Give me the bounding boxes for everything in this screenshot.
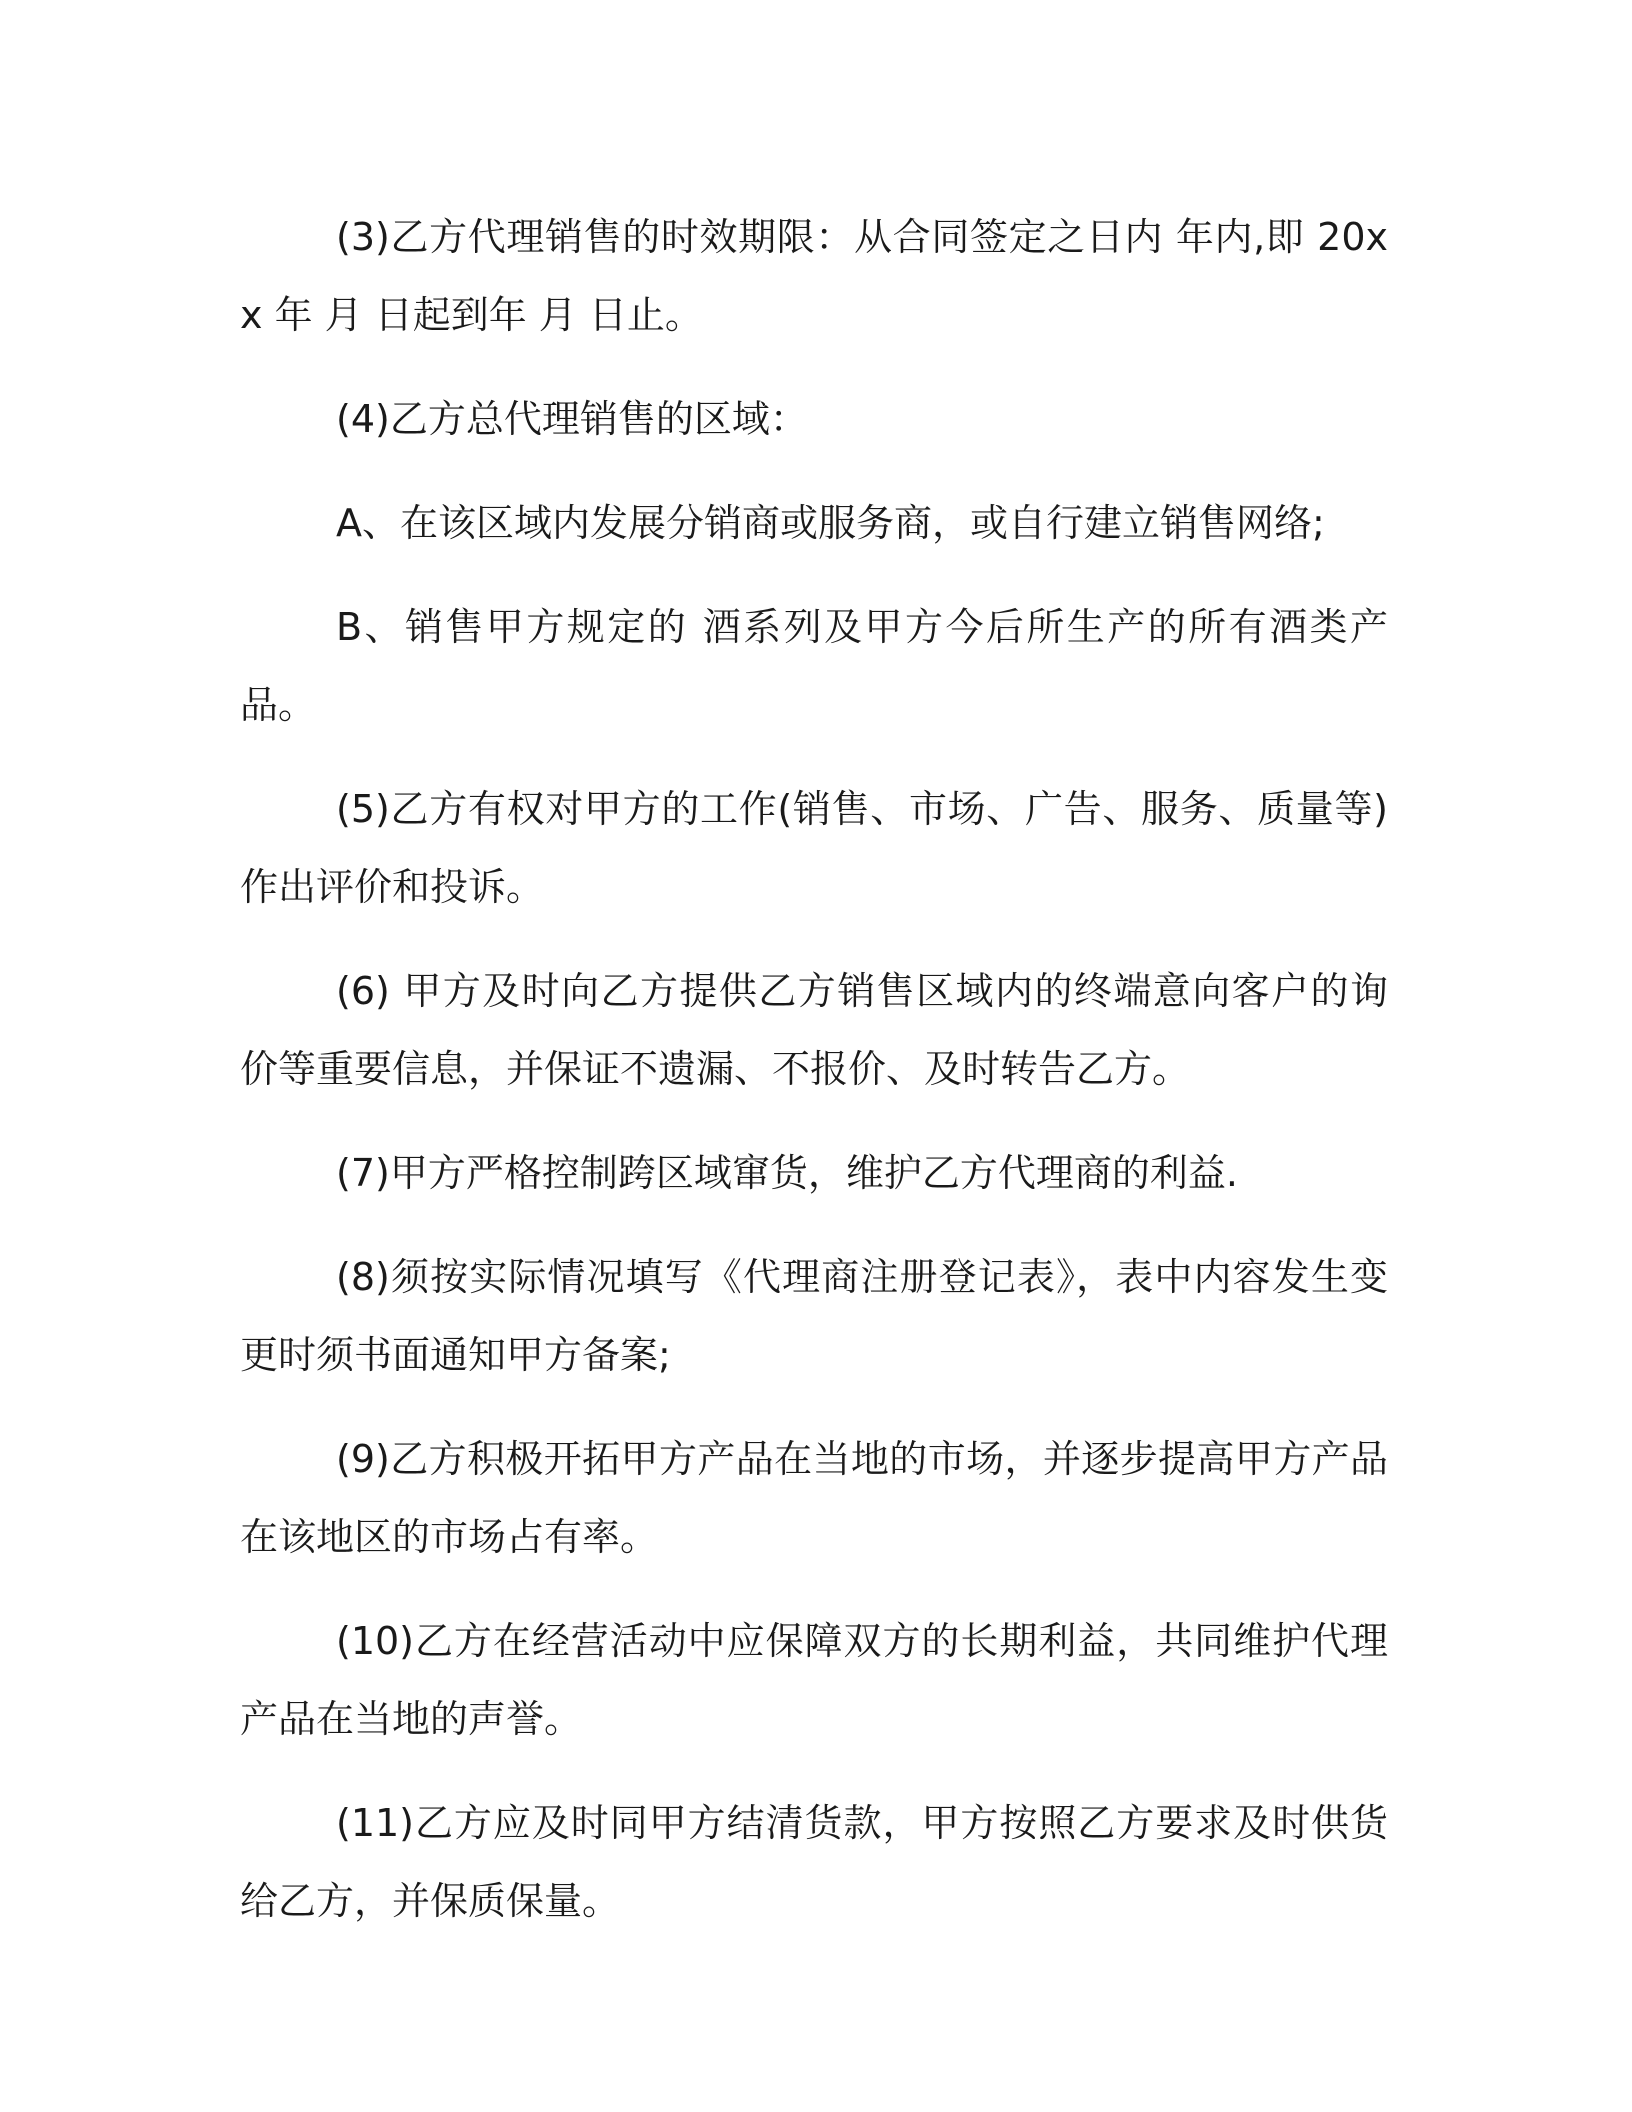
paragraph-5: (5)乙方有权对甲方的工作(销售、市场、广告、服务、质量等)作出评价和投诉。 — [240, 787, 1388, 909]
paragraph-10: (10)乙方在经营活动中应保障双方的长期利益，共同维护代理产品在当地的声誉。 — [240, 1619, 1388, 1741]
document-body — [240, 198, 1388, 1966]
paragraph-6: (6) 甲方及时向乙方提供乙方销售区域内的终端意向客户的询价等重要信息，并保证不遗漏、不报价、及时转告乙方。 — [240, 969, 1388, 1091]
paragraph-9: (9)乙方积极开拓甲方产品在当地的市场，并逐步提高甲方产品在该地区的市场占有率。 — [240, 1437, 1388, 1559]
paragraph-3: (3)乙方代理销售的时效期限：从合同签定之日内 年内,即 20xx 年 月 日起到年 月 日止。 — [240, 215, 1388, 337]
paragraph-11: (11)乙方应及时同甲方结清货款，甲方按照乙方要求及时供货给乙方，并保质保量。 — [240, 1801, 1388, 1923]
paragraph-7: (7)甲方严格控制跨区域窜货，维护乙方代理商的利益. — [336, 1151, 1238, 1195]
paragraph-4a: A、在该区域内发展分销商或服务商，或自行建立销售网络; — [336, 501, 1325, 545]
paragraph-8: (8)须按实际情况填写《代理商注册登记表》，表中内容发生变更时须书面通知甲方备案; — [240, 1255, 1388, 1377]
paragraph-4: (4)乙方总代理销售的区域： — [336, 397, 808, 441]
paragraph-4b: B、销售甲方规定的 酒系列及甲方今后所生产的所有酒类产品。 — [240, 605, 1388, 727]
